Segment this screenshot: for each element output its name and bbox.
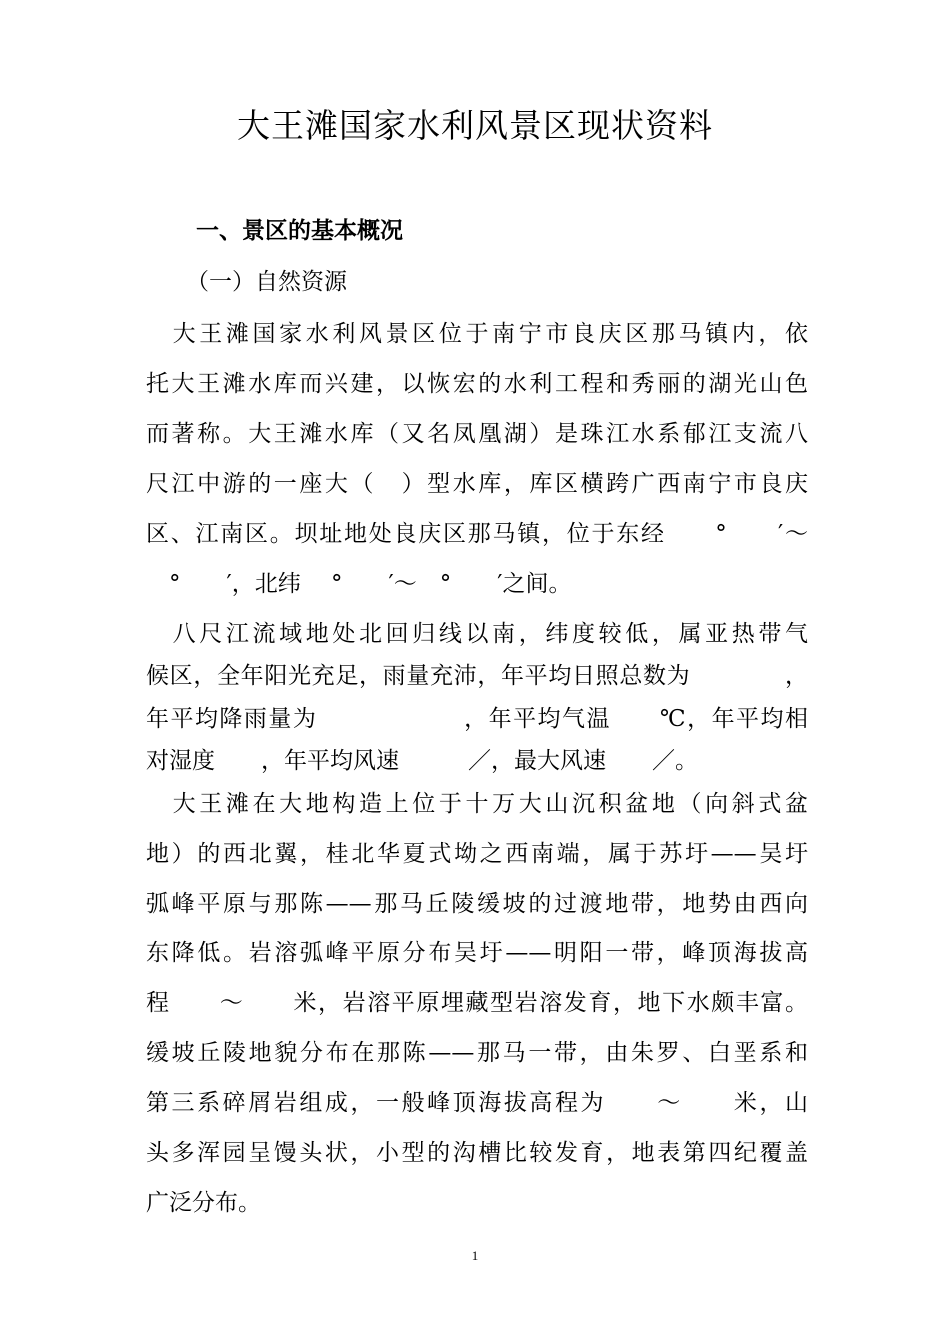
paragraph-line: 缓坡丘陵地貌分布在那陈——那马一带，由朱罗、白垩系和: [146, 1040, 808, 1066]
paragraph-line: 托大王滩水库而兴建，以恢宏的水利工程和秀丽的湖光山色: [146, 371, 808, 397]
page-number: 1: [471, 1248, 479, 1263]
paragraph-line: ° ′，北纬 ° ′～ ° ′之间。: [146, 571, 572, 597]
paragraph-line: 候区，全年阳光充足，雨量充沛，年平均日照总数为 ，: [146, 663, 808, 689]
paragraph-line: 对湿度 ，年平均风速 ／，最大风速 ／。: [146, 748, 698, 774]
paragraph-line: 东降低。岩溶弧峰平原分布吴圩——明阳一带，峰顶海拔高: [146, 940, 808, 966]
paragraph-line: 大王滩国家水利风景区位于南宁市良庆区那马镇内，依: [146, 321, 808, 347]
paragraph-line: 大王滩在大地构造上位于十万大山沉积盆地（向斜式盆: [146, 791, 808, 817]
section-heading: 一、景区的基本概况: [196, 218, 403, 244]
paragraph-line: 年平均降雨量为 ，年平均气温 ℃，年平均相: [146, 706, 808, 732]
paragraph-line: 八尺江流域地处北回归线以南，纬度较低，属亚热带气: [146, 621, 808, 647]
paragraph-line: 第三系碎屑岩组成，一般峰顶海拔高程为 ～ 米，山: [146, 1090, 808, 1116]
paragraph-line: 头多浑园呈馒头状，小型的沟槽比较发育，地表第四纪覆盖: [146, 1140, 808, 1166]
document-title: 大王滩国家水利风景区现状资料: [237, 106, 713, 145]
paragraph-line: 程 ～ 米，岩溶平原埋藏型岩溶发育，地下水颇丰富。: [146, 990, 808, 1016]
paragraph-line: 尺江中游的一座大（ ）型水库，库区横跨广西南宁市良庆: [146, 471, 808, 497]
paragraph-line: 地）的西北翼，桂北华夏式坳之西南端，属于苏圩——吴圩: [146, 841, 808, 867]
sub-heading: （一）自然资源: [186, 269, 347, 295]
paragraph-line: 广泛分布。: [146, 1190, 261, 1216]
paragraph-line: 区、江南区。坝址地处良庆区那马镇，位于东经 ° ′～: [146, 521, 808, 547]
paragraph-line: 而著称。大王滩水库（又名凤凰湖）是珠江水系郁江支流八: [146, 421, 808, 447]
paragraph-line: 弧峰平原与那陈——那马丘陵缓坡的过渡地带，地势由西向: [146, 891, 808, 917]
